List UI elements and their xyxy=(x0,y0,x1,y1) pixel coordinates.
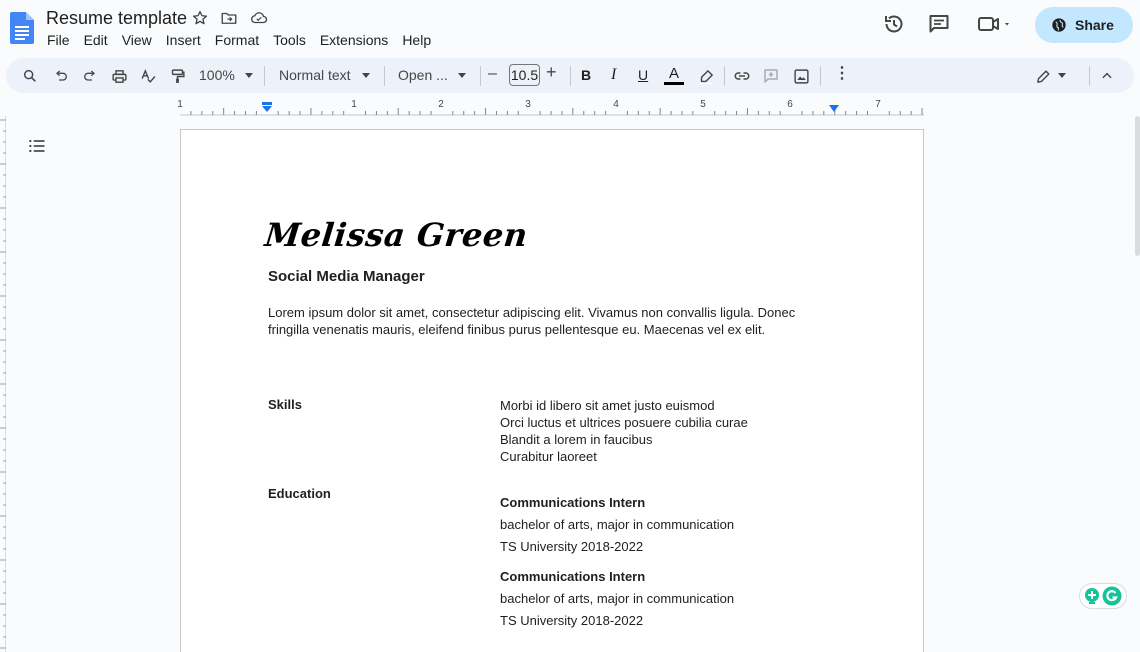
menu-format[interactable]: Format xyxy=(214,32,260,48)
ruler-number: 7 xyxy=(875,99,881,110)
spellcheck-icon[interactable] xyxy=(138,66,158,86)
education-title: Communications Intern xyxy=(500,495,646,510)
ruler-number: 6 xyxy=(787,99,793,110)
paragraph-style-select[interactable]: Normal text xyxy=(279,67,351,83)
font-select[interactable]: Open ... xyxy=(398,67,448,83)
style-caret-icon[interactable] xyxy=(362,73,370,78)
zoom-select[interactable]: 100% xyxy=(199,67,235,83)
history-icon[interactable] xyxy=(882,12,906,36)
ruler-number: 1 xyxy=(351,99,357,110)
grammarly-widget[interactable] xyxy=(1079,583,1127,609)
add-comment-icon[interactable] xyxy=(761,66,781,86)
document-title[interactable]: Resume template xyxy=(46,8,188,28)
toolbar-divider xyxy=(1089,66,1090,86)
toolbar-divider xyxy=(724,66,725,86)
italic-button[interactable]: I xyxy=(611,66,617,83)
font-size-input[interactable]: 10.5 xyxy=(509,64,540,86)
text-color-swatch xyxy=(664,82,684,85)
formatting-toolbar xyxy=(6,58,1134,93)
highlight-pen-icon[interactable] xyxy=(696,66,716,86)
right-indent-marker-icon[interactable] xyxy=(828,104,840,114)
education-title: Communications Intern xyxy=(500,569,646,584)
text-color-button[interactable]: A xyxy=(669,65,680,82)
toolbar-divider xyxy=(480,66,481,86)
vertical-scrollbar[interactable] xyxy=(1135,116,1140,256)
menu-extensions[interactable]: Extensions xyxy=(319,32,389,48)
skill-item: Morbi id libero sit amet justo euismod xyxy=(500,398,715,413)
resume-summary: Lorem ipsum dolor sit amet, consectetur adipiscing elit. Vivamus non convallis ligula. Donec fringilla venenatis mauris, eleifend finibus purus pellentesque eu. Maecenas vel ex elit. xyxy=(268,305,796,337)
ruler-number: 5 xyxy=(700,99,706,110)
ruler-number: 4 xyxy=(613,99,619,110)
print-icon[interactable] xyxy=(109,66,129,86)
insert-image-icon[interactable] xyxy=(791,66,811,86)
ruler-ticks xyxy=(0,96,1140,116)
education-heading: Education xyxy=(268,486,331,501)
title-bar xyxy=(0,0,1140,56)
education-degree: bachelor of arts, major in communication xyxy=(500,517,735,532)
more-options-button[interactable]: ⋮ xyxy=(834,65,850,82)
link-icon[interactable] xyxy=(732,66,752,86)
globe-icon xyxy=(1051,17,1067,33)
grammarly-logo-icon[interactable] xyxy=(1102,586,1122,606)
education-entry xyxy=(500,568,734,629)
education-degree: bachelor of arts, major in communication xyxy=(500,591,735,606)
skill-item: Curabitur laoreet xyxy=(500,449,597,464)
horizontal-ruler[interactable] xyxy=(0,96,1140,116)
menu-bar xyxy=(40,30,438,50)
document-page[interactable] xyxy=(180,129,924,652)
toolbar-divider xyxy=(384,66,385,86)
ruler-number: 2 xyxy=(438,99,444,110)
ruler-number: 1 xyxy=(177,99,183,110)
document-outline-icon[interactable] xyxy=(27,136,47,156)
meet-icon[interactable] xyxy=(976,12,1012,36)
skill-item: Orci luctus et ultrices posuere cubilia curae xyxy=(500,415,748,430)
increase-font-size-button[interactable]: + xyxy=(546,62,557,82)
resume-name: Melissa Green xyxy=(263,216,530,254)
collapse-toolbar-chevron-icon[interactable] xyxy=(1097,66,1117,86)
paint-format-icon[interactable] xyxy=(167,66,187,86)
skills-list xyxy=(500,397,748,465)
vertical-ruler[interactable] xyxy=(0,116,6,652)
toolbar-divider xyxy=(264,66,265,86)
font-caret-icon[interactable] xyxy=(458,73,466,78)
menu-view[interactable]: View xyxy=(121,32,152,48)
toolbar-divider xyxy=(570,66,571,86)
menu-insert[interactable]: Insert xyxy=(165,32,201,48)
education-school: TS University 2018-2022 xyxy=(500,613,644,628)
toolbar-divider xyxy=(820,66,821,86)
move-folder-icon[interactable] xyxy=(220,9,238,27)
ruler-number: 3 xyxy=(525,99,531,110)
cloud-saved-icon[interactable] xyxy=(249,9,269,27)
comments-icon[interactable] xyxy=(927,12,951,36)
left-indent-marker-icon[interactable] xyxy=(261,102,273,114)
menu-tools[interactable]: Tools xyxy=(273,32,306,48)
docs-logo-icon[interactable] xyxy=(10,12,34,44)
underline-button[interactable]: U xyxy=(638,67,649,83)
skill-item: Blandit a lorem in faucibus xyxy=(500,432,653,447)
menu-edit[interactable]: Edit xyxy=(83,32,108,48)
editing-mode-pencil-icon[interactable] xyxy=(1033,66,1053,86)
bold-button[interactable]: B xyxy=(581,67,592,83)
undo-icon[interactable] xyxy=(51,66,71,86)
resume-role: Social Media Manager xyxy=(268,268,425,285)
skills-heading: Skills xyxy=(268,397,302,412)
redo-icon[interactable] xyxy=(80,66,100,86)
menu-file[interactable]: File xyxy=(47,32,70,48)
vertical-ruler-ticks xyxy=(0,116,6,652)
decrease-font-size-button[interactable]: – xyxy=(488,65,497,82)
search-menus-icon[interactable] xyxy=(20,66,40,86)
education-school: TS University 2018-2022 xyxy=(500,539,644,554)
zoom-caret-icon[interactable] xyxy=(245,73,253,78)
editing-mode-caret-icon[interactable] xyxy=(1058,73,1066,78)
grammarly-generate-icon[interactable] xyxy=(1084,587,1100,605)
education-entry xyxy=(500,494,734,555)
star-icon[interactable] xyxy=(191,9,209,27)
share-label: Share xyxy=(1075,17,1114,33)
share-button[interactable] xyxy=(1035,7,1133,43)
menu-help[interactable]: Help xyxy=(402,32,432,48)
